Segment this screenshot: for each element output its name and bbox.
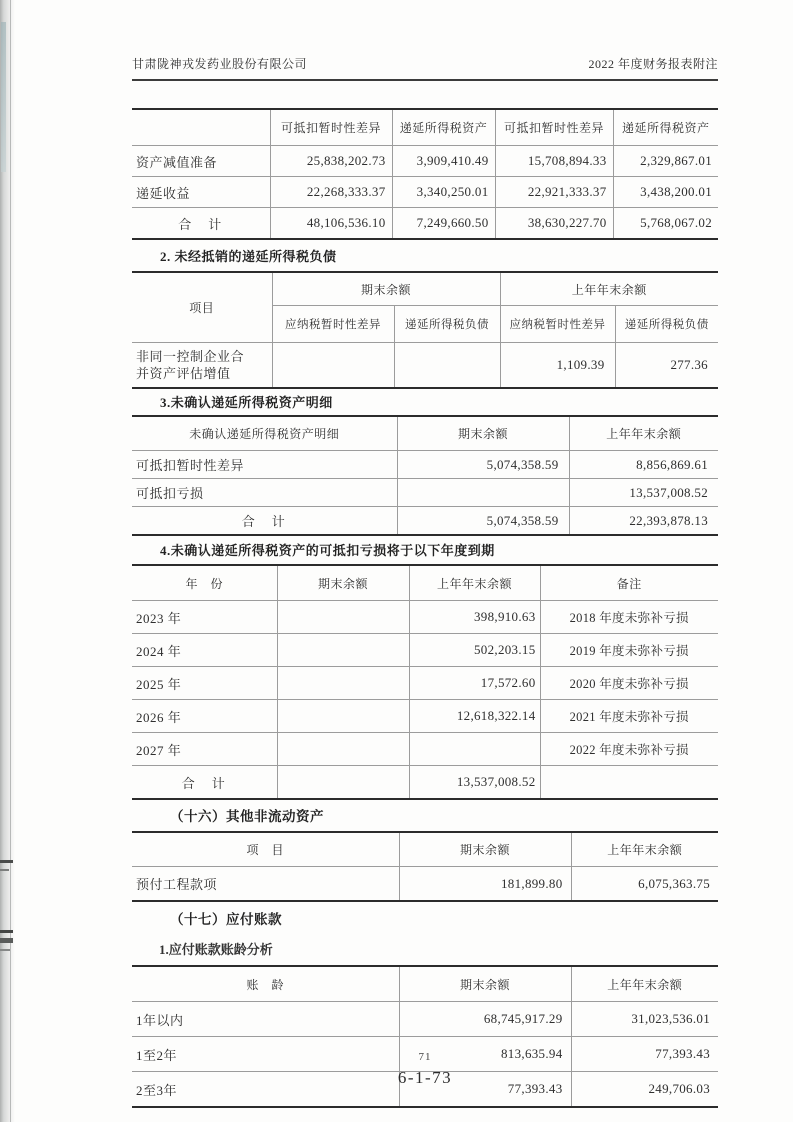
column-header: 上年年末余额: [409, 565, 540, 601]
scan-streak-artifact: [1, 22, 6, 172]
table-cell: 77,393.43: [571, 1037, 718, 1072]
section-title-16: （十六）其他非流动资产: [170, 809, 324, 824]
header-row: [132, 832, 718, 867]
table-cell: 2025 年: [132, 667, 277, 700]
table-cell: 5,074,358.59: [397, 507, 569, 536]
column-header: 应纳税暂时性差异: [500, 306, 615, 343]
scan-edge-line: [10, 0, 11, 1122]
column-header: 期末余额: [277, 565, 409, 601]
column-header: 账 龄: [132, 966, 399, 1002]
table-cell: [277, 634, 409, 667]
table-cell: 3,438,200.01: [613, 177, 718, 208]
table-cell: 3,909,410.49: [392, 146, 495, 177]
column-header: 上年年末余额: [571, 966, 718, 1002]
table-cell: 非同一控制企业合并资产评估增值: [132, 343, 272, 389]
table-row: [132, 177, 718, 208]
table-cell: 2022 年度未弥补亏损: [540, 733, 718, 766]
table-cell: 181,899.80: [399, 867, 571, 902]
table-cell: 2023 年: [132, 601, 277, 634]
page-content: [132, 0, 718, 1108]
column-header-group: 期末余额: [272, 272, 500, 306]
table-cell: 预付工程款项: [132, 867, 399, 902]
table-cell: [277, 700, 409, 733]
table-cell: 可抵扣暂时性差异: [132, 451, 397, 479]
table-cell: [277, 667, 409, 700]
scan-tick-mark: [0, 938, 13, 943]
table-row: [132, 601, 718, 634]
table-row: [132, 733, 718, 766]
table-cell: 3,340,250.01: [392, 177, 495, 208]
table-cell: 398,910.63: [409, 601, 540, 634]
table-cell: 合 计: [132, 208, 270, 240]
table-row: [132, 146, 718, 177]
table-cell: 68,745,917.29: [399, 1002, 571, 1037]
table-cell: [277, 601, 409, 634]
section-title-3: 3.未确认递延所得税资产明细: [160, 395, 333, 410]
table-cell: 31,023,536.01: [571, 1002, 718, 1037]
table-cell: 2026 年: [132, 700, 277, 733]
page-number: 71: [418, 1051, 432, 1063]
table-cell: 813,635.94: [399, 1037, 571, 1072]
table-cell: 1年以内: [132, 1002, 399, 1037]
table-cell: [277, 766, 409, 800]
table-cell: 2024 年: [132, 634, 277, 667]
scan-tick-mark: [0, 949, 10, 951]
table-cell: 2018 年度未弥补亏损: [540, 601, 718, 634]
table-cell: 2020 年度未弥补亏损: [540, 667, 718, 700]
table-row: [132, 343, 718, 389]
table-cell: 25,838,202.73: [270, 146, 392, 177]
column-header: [132, 109, 270, 146]
subsection-title-aging: 1.应付账款账龄分析: [159, 942, 273, 957]
doc-code: 6-1-73: [397, 1068, 453, 1087]
table-cell: [397, 479, 569, 507]
table-cell: 资产减值准备: [132, 146, 270, 177]
table-cell: [272, 343, 394, 389]
section-title-4: 4.未确认递延所得税资产的可抵扣亏损将于以下年度到期: [160, 543, 495, 558]
table-cell: 17,572.60: [409, 667, 540, 700]
column-header: 备注: [540, 565, 718, 601]
total-row: [132, 208, 718, 240]
table-cell: 2至3年: [132, 1072, 399, 1108]
table-cell: 48,106,536.10: [270, 208, 392, 240]
table-cell: 2,329,867.01: [613, 146, 718, 177]
column-header: 未确认递延所得税资产明细: [132, 416, 397, 451]
document-header: [132, 55, 718, 81]
column-header: 递延所得税资产: [392, 109, 495, 146]
column-header: 期末余额: [397, 416, 569, 451]
table-cell: 22,268,333.37: [270, 177, 392, 208]
header-row: [132, 416, 718, 451]
table-cell: 502,203.15: [409, 634, 540, 667]
table-cell: 5,074,358.59: [397, 451, 569, 479]
table-cell: 22,393,878.13: [569, 507, 718, 536]
table-cell: 2027 年: [132, 733, 277, 766]
table-cell: 15,708,894.33: [495, 146, 613, 177]
unrecognized-deferred-tax-asset-table: [132, 415, 718, 536]
table-row: [132, 479, 718, 507]
column-header: 递延所得税负债: [394, 306, 500, 343]
table-row: [132, 451, 718, 479]
table-row: [132, 1002, 718, 1037]
table-cell: 1,109.39: [500, 343, 615, 389]
table-row: [132, 667, 718, 700]
table-cell: [540, 766, 718, 800]
table-cell: 1至2年: [132, 1037, 399, 1072]
table-cell: 13,537,008.52: [409, 766, 540, 800]
header-row: [132, 966, 718, 1002]
deferred-tax-detail-table: [132, 108, 718, 240]
table-cell: 5,768,067.02: [613, 208, 718, 240]
table-cell: 6,075,363.75: [571, 867, 718, 902]
company-name: 甘肃陇神戎发药业股份有限公司: [132, 57, 308, 71]
table-cell: 7,249,660.50: [392, 208, 495, 240]
other-noncurrent-assets-table: [132, 831, 718, 902]
column-header: 年 份: [132, 565, 277, 601]
page-footer: [132, 1051, 718, 1088]
table-cell: 递延收益: [132, 177, 270, 208]
total-row: [132, 766, 718, 800]
header-row: [132, 272, 718, 306]
table-cell: 277.36: [615, 343, 718, 389]
deductible-loss-expiry-table: [132, 564, 718, 800]
section-title-2: 2. 未经抵销的递延所得税负债: [160, 249, 337, 264]
table-row: [132, 700, 718, 733]
table-cell: [409, 733, 540, 766]
header-row: [132, 565, 718, 601]
header-row: [132, 109, 718, 146]
table-cell: 合 计: [132, 766, 277, 800]
column-header: 期末余额: [399, 966, 571, 1002]
table-row: [132, 867, 718, 902]
table-cell: 2019 年度未弥补亏损: [540, 634, 718, 667]
section-title-17: （十七）应付账款: [170, 912, 282, 927]
column-header: 上年年末余额: [571, 832, 718, 867]
table-cell: 22,921,333.37: [495, 177, 613, 208]
doc-title: 2022 年度财务报表附注: [588, 57, 718, 71]
table-cell: 合 计: [132, 507, 397, 536]
table-cell: 8,856,869.61: [569, 451, 718, 479]
table-cell: 13,537,008.52: [569, 479, 718, 507]
column-header: 上年年末余额: [569, 416, 718, 451]
column-header: 递延所得税资产: [613, 109, 718, 146]
scan-tick-mark: [0, 869, 9, 871]
table-cell: [277, 733, 409, 766]
column-header: 项 目: [132, 832, 399, 867]
column-header-group: 上年年末余额: [500, 272, 718, 306]
table-cell: 可抵扣亏损: [132, 479, 397, 507]
table-cell: 77,393.43: [399, 1072, 571, 1108]
column-header: 应纳税暂时性差异: [272, 306, 394, 343]
scan-tick-mark: [0, 930, 13, 933]
table-cell: 249,706.03: [571, 1072, 718, 1108]
table-cell: 2021 年度未弥补亏损: [540, 700, 718, 733]
column-header: 期末余额: [399, 832, 571, 867]
table-cell: [394, 343, 500, 389]
total-row: [132, 507, 718, 536]
column-header: 项目: [132, 272, 272, 343]
column-header: 可抵扣暂时性差异: [495, 109, 613, 146]
table-cell: 12,618,322.14: [409, 700, 540, 733]
unoffset-deferred-tax-liability-table: [132, 271, 718, 389]
scan-tick-mark: [0, 860, 13, 863]
table-row: [132, 634, 718, 667]
table-cell: 38,630,227.70: [495, 208, 613, 240]
column-header: 递延所得税负债: [615, 306, 718, 343]
column-header: 可抵扣暂时性差异: [270, 109, 392, 146]
